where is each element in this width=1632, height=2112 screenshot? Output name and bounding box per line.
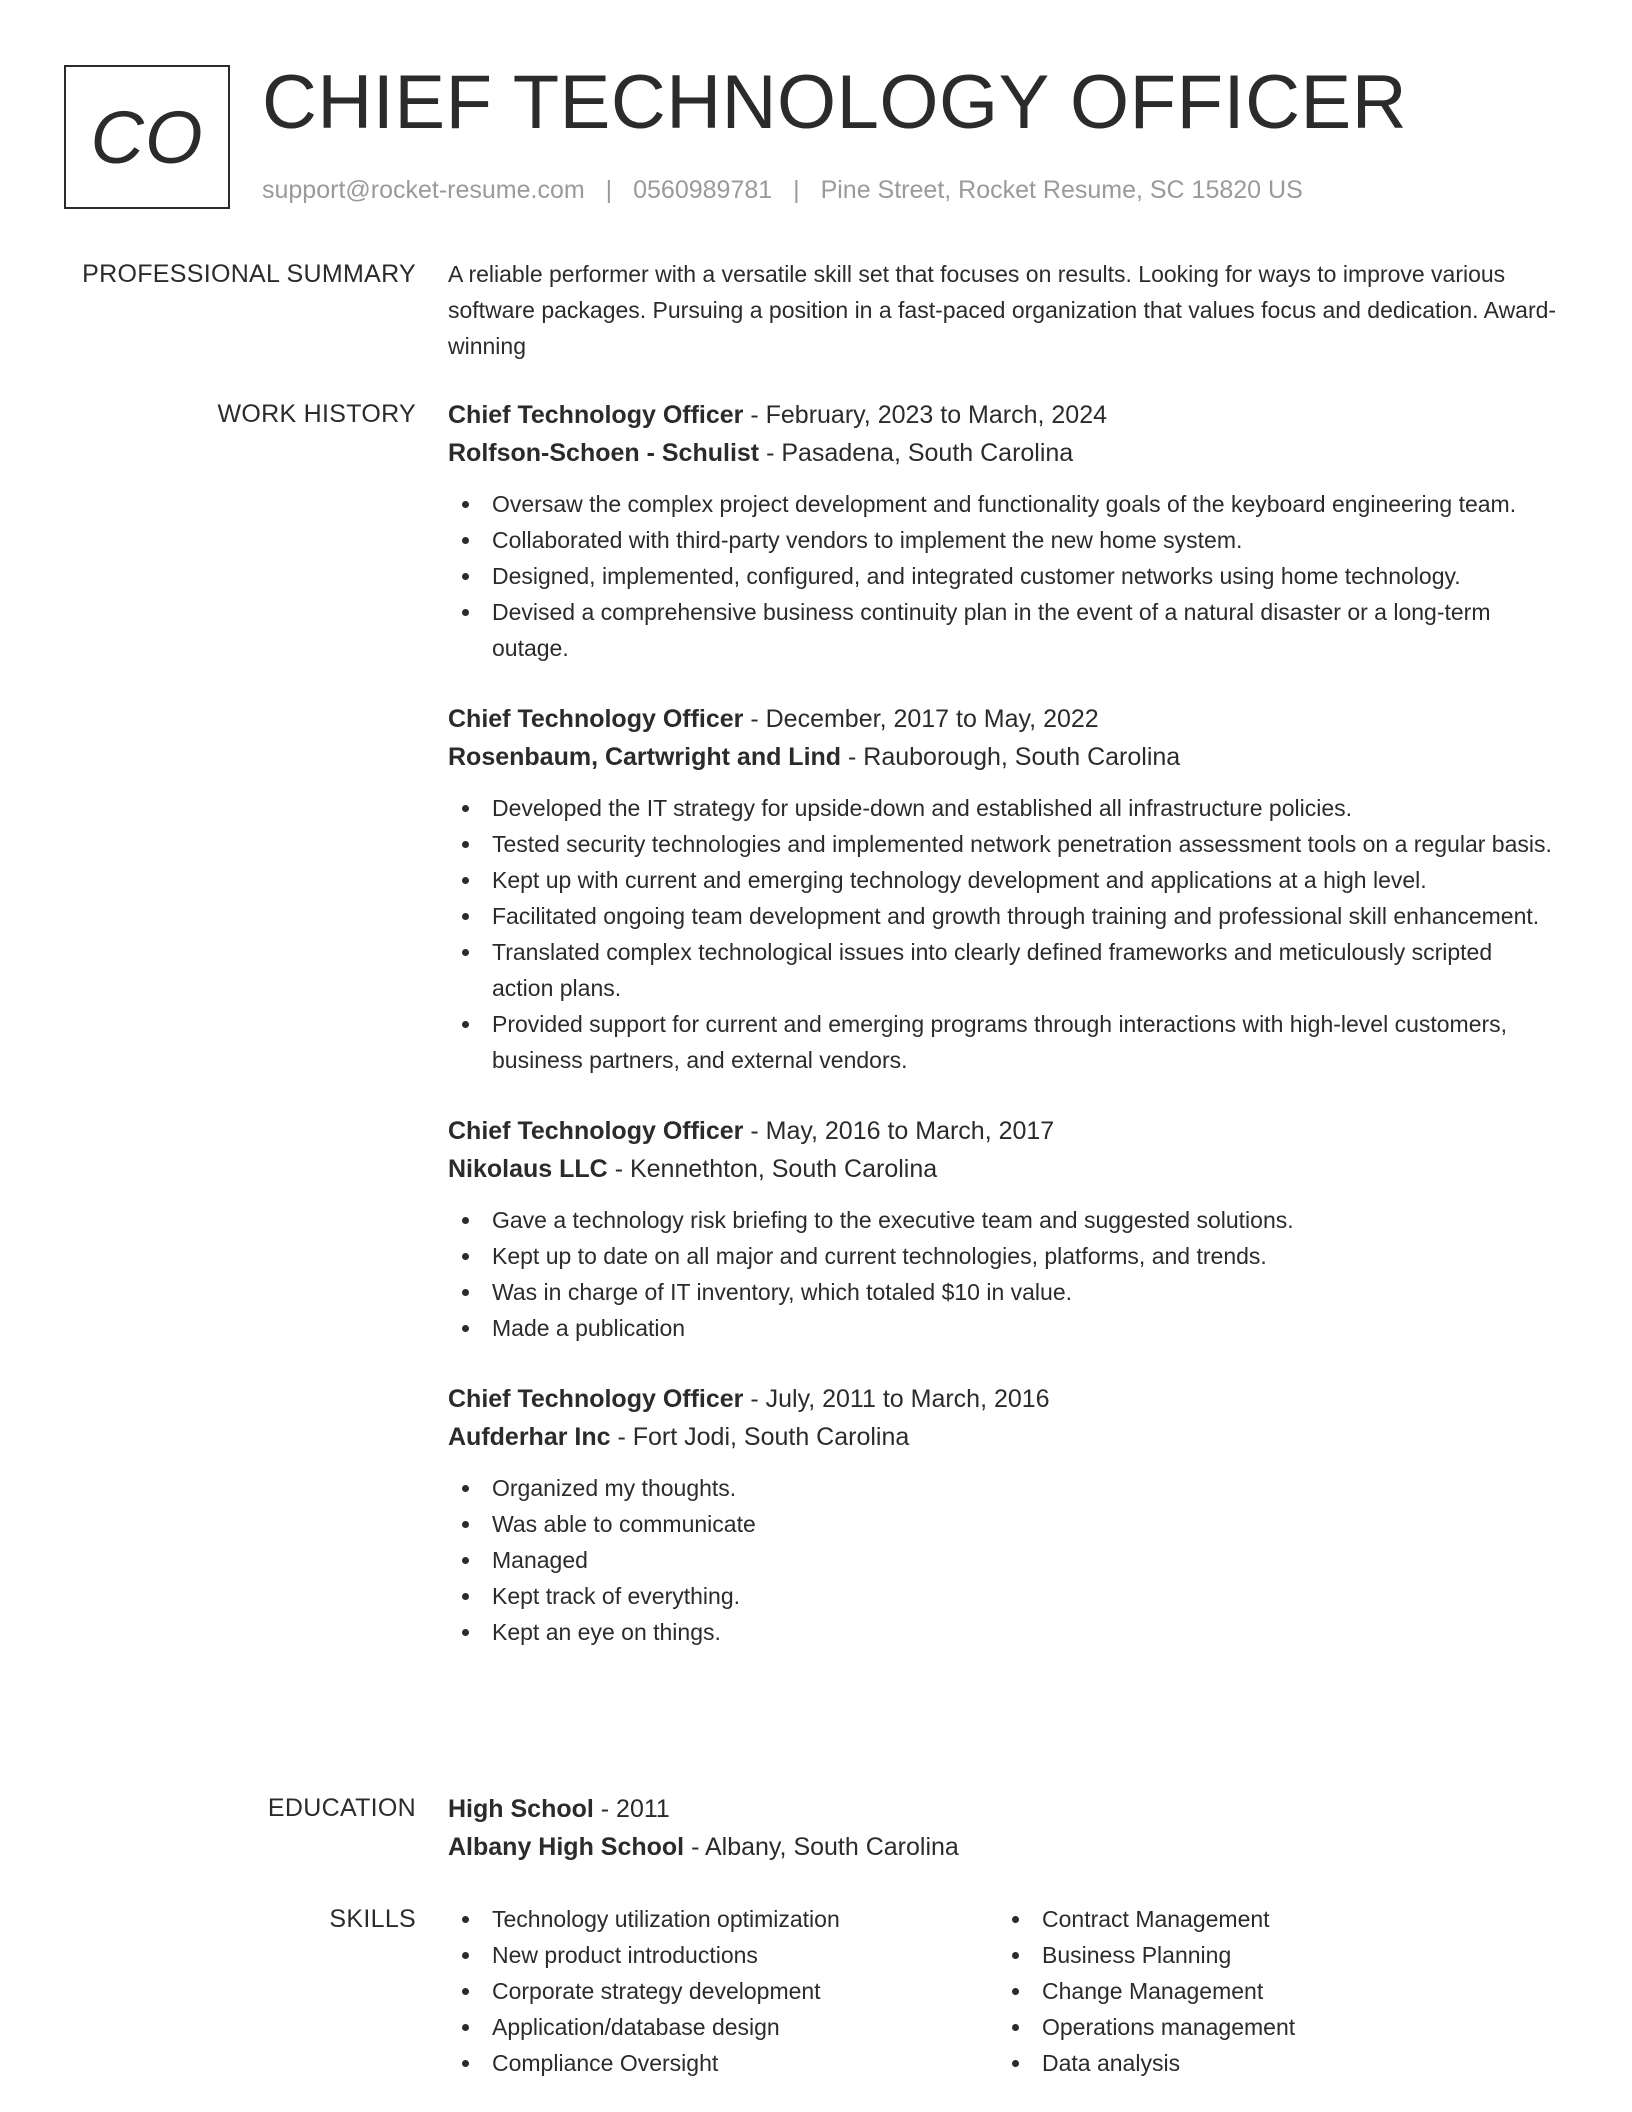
job-title: Chief Technology Officer: [448, 705, 744, 733]
job-title: Chief Technology Officer: [448, 401, 744, 429]
skill-item: New product introductions: [448, 1937, 998, 1973]
contact-email[interactable]: support@rocket-resume.com: [262, 176, 585, 204]
education-school-line: [448, 1828, 1558, 1866]
skill-item: Application/database design: [448, 2009, 998, 2045]
skills-columns: [448, 1901, 1558, 2081]
job-dates: - February, 2023 to March, 2024: [743, 401, 1108, 429]
job-bullet: Kept track of everything.: [448, 1578, 1558, 1614]
job-dates: - July, 2011 to March, 2016: [743, 1385, 1050, 1413]
job-bullet: Facilitated ongoing team development and growth through training and professional skill enhancement.: [448, 898, 1558, 934]
job-company-line: [448, 1418, 1558, 1456]
job-bullet: Was able to communicate: [448, 1506, 1558, 1542]
job-bullets: [448, 1202, 1558, 1346]
contact-separator: |: [793, 176, 800, 204]
job-company: Aufderhar Inc: [448, 1423, 611, 1451]
education-location: - Albany, South Carolina: [684, 1833, 959, 1861]
skill-item: Technology utilization optimization: [448, 1901, 998, 1937]
job-company-line: [448, 1150, 1558, 1188]
job-bullet: Gave a technology risk briefing to the executive team and suggested solutions.: [448, 1202, 1558, 1238]
education-year: - 2011: [593, 1795, 670, 1823]
job-bullet: Organized my thoughts.: [448, 1470, 1558, 1506]
section-heading-summary: PROFESSIONAL SUMMARY: [82, 260, 416, 288]
job-company-line: [448, 738, 1558, 776]
job-bullets: [448, 790, 1558, 1078]
skill-item: Operations management: [998, 2009, 1548, 2045]
section-heading-work-history: WORK HISTORY: [217, 400, 416, 428]
resume-title: CHIEF TECHNOLOGY OFFICER: [262, 60, 1408, 145]
job-bullets: [448, 486, 1558, 666]
contact-address: Pine Street, Rocket Resume, SC 15820 US: [820, 176, 1303, 204]
job-entry: [448, 700, 1558, 1078]
job-bullet: Collaborated with third-party vendors to implement the new home system.: [448, 522, 1558, 558]
job-bullet: Tested security technologies and implemented network penetration assessment tools on a regular basis.: [448, 826, 1558, 862]
education-entry: [448, 1790, 1558, 1866]
job-dates: - May, 2016 to March, 2017: [743, 1117, 1055, 1145]
job-bullet: Was in charge of IT inventory, which totaled $10 in value.: [448, 1274, 1558, 1310]
job-location: - Pasadena, South Carolina: [759, 439, 1074, 467]
skills-list-left: [448, 1901, 998, 2081]
education-degree: High School: [448, 1795, 594, 1823]
job-bullet: Managed: [448, 1542, 1558, 1578]
job-bullet: Kept an eye on things.: [448, 1614, 1558, 1650]
job-company-line: [448, 434, 1558, 472]
job-title-line: [448, 1112, 1558, 1150]
skill-item: Compliance Oversight: [448, 2045, 998, 2081]
job-company: Rosenbaum, Cartwright and Lind: [448, 743, 842, 771]
job-entry: [448, 396, 1558, 666]
job-title: Chief Technology Officer: [448, 1117, 744, 1145]
job-entry: [448, 1380, 1558, 1650]
job-title-line: [448, 396, 1558, 434]
job-bullets: [448, 1470, 1558, 1650]
skill-item: Contract Management: [998, 1901, 1548, 1937]
education-school: Albany High School: [448, 1833, 685, 1861]
skills-list-right: [998, 1901, 1548, 2081]
job-bullet: Made a publication: [448, 1310, 1558, 1346]
monogram-initials: CO: [90, 95, 204, 179]
summary-text: A reliable performer with a versatile skill set that focuses on results. Looking for ways to improve various software packages. Pursuing a position in a fast-paced organization that values focus and dedication. Award-winning: [448, 261, 1557, 359]
job-company: Nikolaus LLC: [448, 1155, 608, 1183]
job-bullet: Kept up with current and emerging technology development and applications at a high level.: [448, 862, 1558, 898]
job-bullet: Oversaw the complex project development and functionality goals of the keyboard engineering team.: [448, 486, 1558, 522]
job-location: - Rauborough, South Carolina: [841, 743, 1181, 771]
education-degree-line: [448, 1790, 1558, 1828]
job-bullet: Translated complex technological issues into clearly defined frameworks and meticulously scripted action plans.: [448, 934, 1558, 1006]
section-heading-skills: SKILLS: [329, 1905, 416, 1933]
job-location: - Kennethton, South Carolina: [607, 1155, 938, 1183]
jobs-list: [448, 396, 1558, 1684]
skill-item: Change Management: [998, 1973, 1548, 2009]
job-dates: - December, 2017 to May, 2022: [743, 705, 1099, 733]
job-bullet: Kept up to date on all major and current technologies, platforms, and trends.: [448, 1238, 1558, 1274]
job-location: - Fort Jodi, South Carolina: [610, 1423, 910, 1451]
skill-item: Data analysis: [998, 2045, 1548, 2081]
job-bullet: Designed, implemented, configured, and integrated customer networks using home technology.: [448, 558, 1558, 594]
skill-item: Corporate strategy development: [448, 1973, 998, 2009]
job-bullet: Developed the IT strategy for upside-down and established all infrastructure policies.: [448, 790, 1558, 826]
section-heading-education: EDUCATION: [267, 1794, 416, 1822]
contact-line: [262, 176, 1303, 205]
job-title: Chief Technology Officer: [448, 1385, 744, 1413]
job-title-line: [448, 700, 1558, 738]
job-bullet: Provided support for current and emerging programs through interactions with high-level customers, business partners, and external vendors.: [448, 1006, 1558, 1078]
job-title-line: [448, 1380, 1558, 1418]
job-bullet: Devised a comprehensive business continuity plan in the event of a natural disaster or a long-term outage.: [448, 594, 1558, 666]
job-entry: [448, 1112, 1558, 1346]
job-company: Rolfson-Schoen - Schulist: [448, 439, 760, 467]
contact-phone[interactable]: 0560989781: [633, 176, 773, 204]
monogram-box: [64, 65, 230, 209]
contact-separator: |: [605, 176, 613, 204]
skill-item: Business Planning: [998, 1937, 1548, 1973]
